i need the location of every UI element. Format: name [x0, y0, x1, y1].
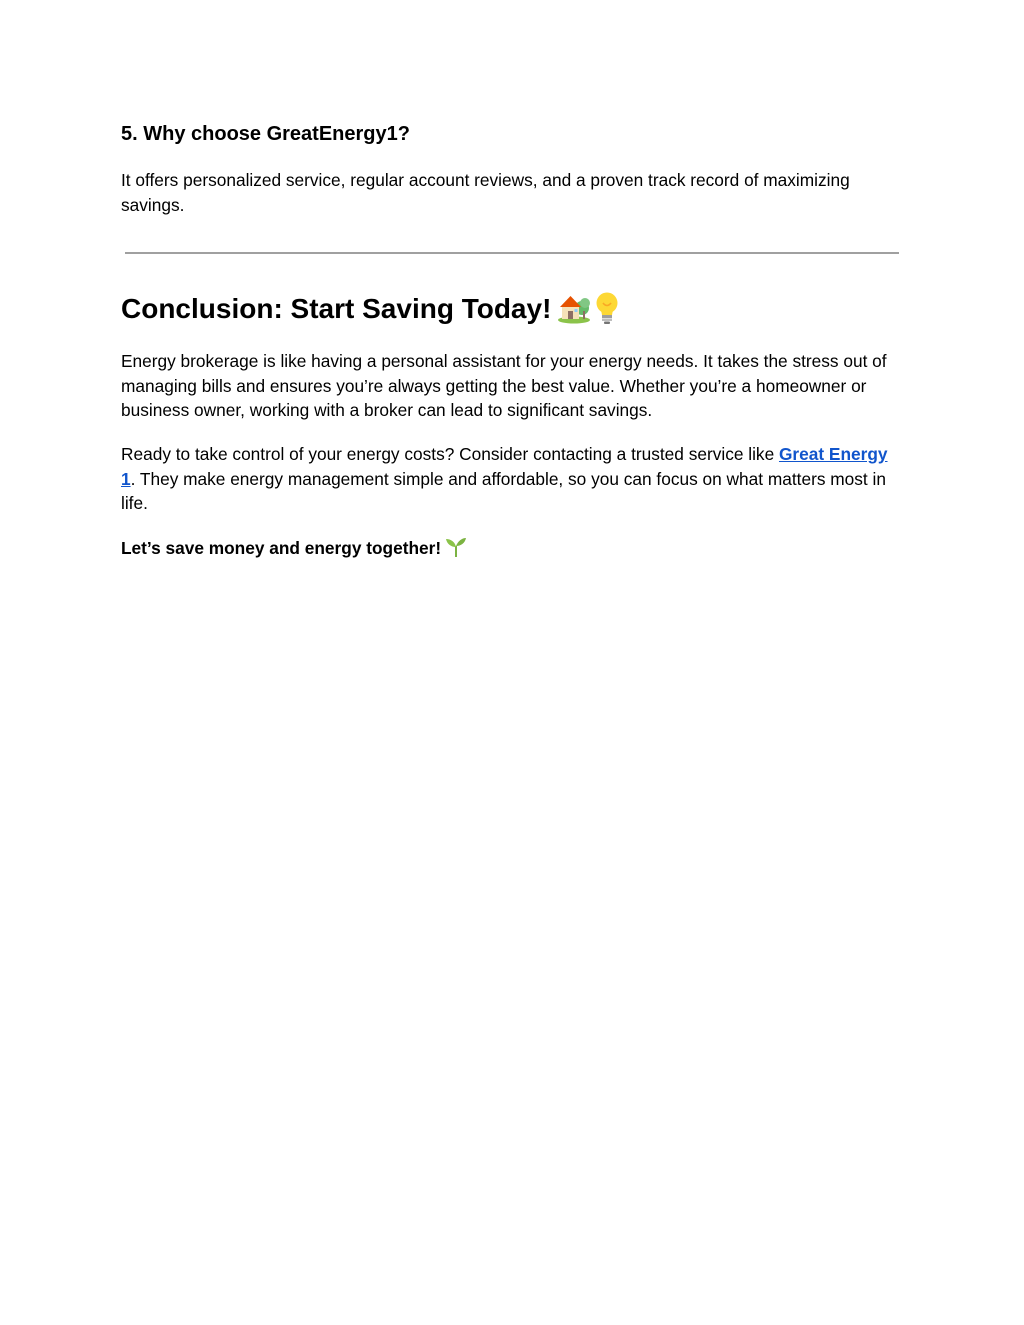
faq-heading: 5. Why choose GreatEnergy1?	[121, 123, 410, 145]
house-with-garden-icon	[557, 291, 591, 325]
section-divider	[125, 252, 899, 254]
paragraph-2-tail-text: . They make energy management simple and affordable, so you can focus on what matters most in life.	[121, 468, 886, 513]
closing-line-text: Let’s save money and energy together!	[121, 538, 442, 558]
conclusion-paragraph-1: Energy brokerage is like having a personal assistant for your energy needs. It takes the stress out of managing bills and ensures you’re always getting the best value. Whether you’re a homeowner or business owner, working with a broker can lead to significant savings.	[121, 351, 887, 420]
light-bulb-icon	[593, 291, 621, 325]
conclusion-heading-text: Conclusion: Start Saving Today!	[121, 293, 552, 324]
closing-line	[121, 536, 467, 560]
paragraph-2-lead-text: Ready to take control of your energy costs? Consider contacting a trusted service like	[121, 444, 779, 464]
conclusion-heading	[121, 290, 621, 328]
faq-answer: It offers personalized service, regular account reviews, and a proven track record of maximizing savings.	[121, 170, 850, 215]
great-energy-1-link[interactable]: Great Energy 1	[121, 444, 888, 489]
conclusion-paragraph-2	[121, 442, 899, 516]
seedling-icon	[445, 536, 467, 558]
